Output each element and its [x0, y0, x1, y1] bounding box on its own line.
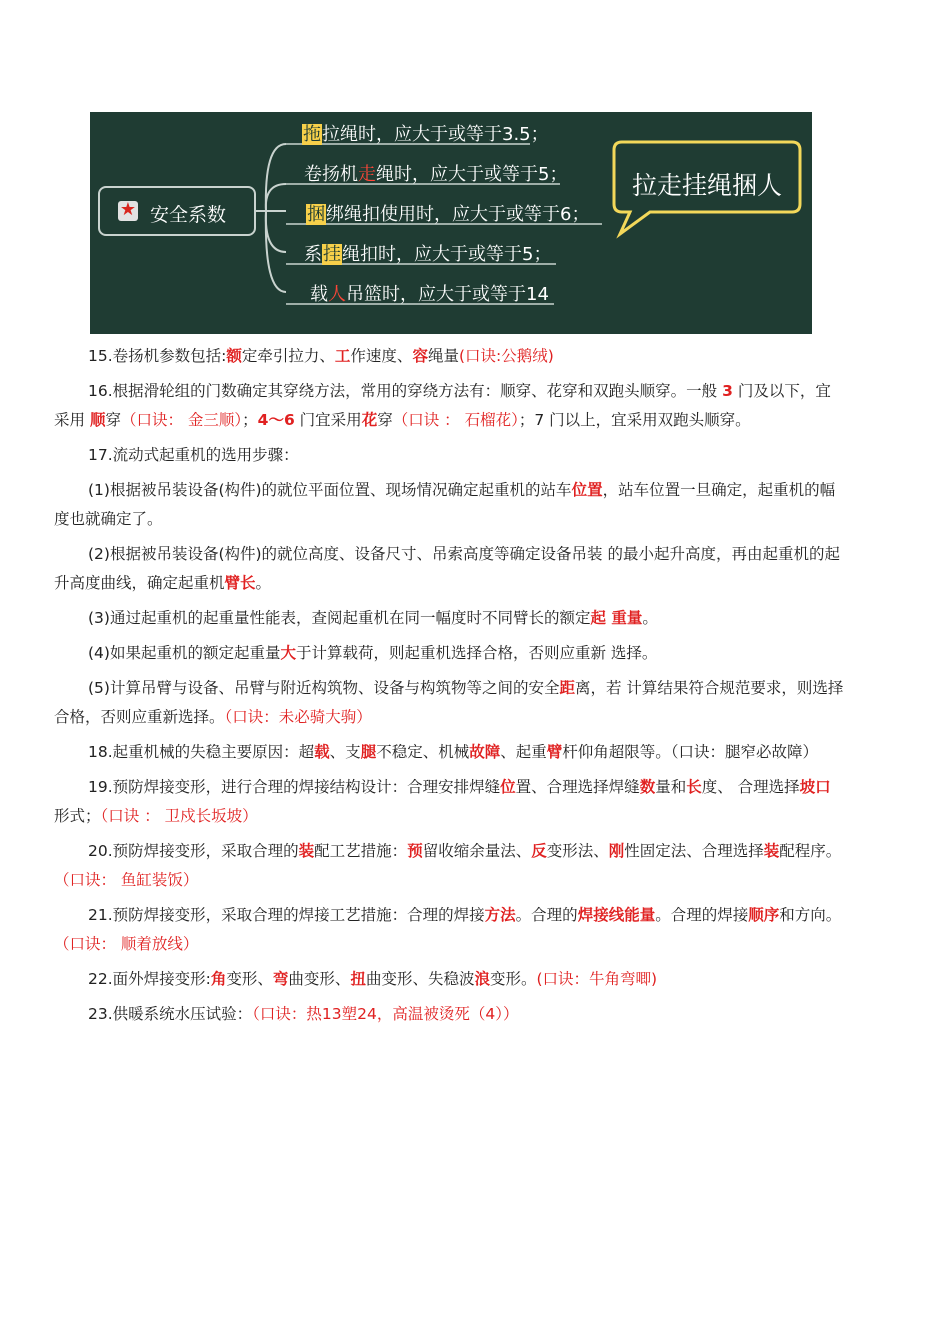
highlight-text: （口诀：未必骑大驹） — [224, 708, 372, 726]
branch-4: 系挂绳扣时，应大于或等于5； — [304, 244, 552, 265]
paragraph-text: 变形。 — [489, 970, 537, 988]
highlight-text: 数 — [639, 778, 656, 796]
paragraph-text: 配程序。 — [779, 842, 842, 860]
root-label: 安全系数 — [150, 204, 227, 226]
paragraph-text: 、支 — [329, 743, 361, 761]
paragraph-9 — [54, 738, 844, 767]
highlight-text: 刚 — [608, 842, 625, 860]
paragraph-text: 绳量 — [427, 347, 459, 365]
paragraph-text: 杆仰角超限等。（口诀：腿窄必故障） — [562, 743, 819, 761]
paragraph-text: (4)如果起重机的额定起重量 — [88, 644, 281, 662]
paragraph-text: (2)根据被吊装设备(构件)的就位高度、设备尺寸、吊索高度等确定设备吊装 的最小起升高度，再由起重机的起升高度曲线，确定起重机 — [54, 545, 840, 592]
paragraph-text: 作速度、 — [350, 347, 413, 365]
paragraph-2 — [54, 377, 844, 435]
highlight-text: （口诀 ： 石榴花） — [392, 411, 519, 429]
highlight-text: 载 — [314, 743, 330, 761]
paragraph-text: 性固定法、合理选择 — [624, 842, 764, 860]
star-icon: ★ — [119, 199, 137, 220]
paragraph-13 — [54, 965, 844, 994]
highlight-text: （口诀： 顺着放线） — [54, 935, 199, 953]
highlight-text: （口诀： 金三顺） — [120, 411, 243, 429]
mindmap-image — [90, 112, 812, 334]
paragraph-text: ；7 门以上，宜采用双跑头顺穿。 — [518, 411, 751, 429]
highlight-text: 臂长 — [224, 574, 256, 592]
paragraph-8 — [54, 674, 844, 732]
paragraph-text: ，站车位置一旦确定，起重机的幅度也就确定了。 — [54, 481, 836, 528]
paragraph-11 — [54, 837, 844, 895]
paragraph-text: 。 — [255, 574, 272, 592]
paragraph-5 — [54, 540, 844, 598]
paragraph-text: 离，若 计算结果符合规范要求，则选择合格，否则应重新选择。 — [54, 679, 844, 726]
branch-2: 卷扬机走绳时，应大于或等于5； — [304, 164, 568, 185]
highlight-text: 焊接线能量 — [577, 906, 656, 924]
highlight-text: 4～6 — [257, 411, 295, 429]
paragraph-text: 配工艺措施： — [314, 842, 408, 860]
highlight-text: 3 — [722, 382, 733, 400]
highlight-text: 臂 — [546, 743, 563, 761]
paragraph-text: 16.根据滑轮组的门数确定其穿绕方法，常用的穿绕方法有：顺穿、花穿和双跑头顺穿。一般 — [88, 382, 723, 400]
paragraph-text: 变形、 — [226, 970, 273, 988]
highlight-text: 工 — [334, 347, 351, 365]
paragraph-text: 21.预防焊接变形，采取合理的焊接工艺措施：合理的焊接 — [88, 906, 485, 924]
paragraph-14 — [54, 1000, 844, 1029]
paragraph-4 — [54, 476, 844, 534]
paragraph-text: (1)根据被吊装设备(构件)的就位平面位置、现场情况确定起重机的站车 — [88, 481, 572, 499]
paragraph-text: 。合理的焊接 — [655, 906, 749, 924]
paragraph-text: 门宜采用 — [294, 411, 362, 429]
paragraph-text: 17.流动式起重机的选用步骤： — [88, 446, 299, 464]
document-body — [54, 342, 844, 1035]
highlight-text: 起 重量 — [590, 609, 643, 627]
highlight-text: 距 — [559, 679, 575, 697]
paragraph-text: 变形法、 — [546, 842, 609, 860]
highlight-text: 顺序 — [748, 906, 780, 924]
paragraph-text: 曲变形、 — [288, 970, 351, 988]
highlight-text: 大 — [280, 644, 296, 662]
highlight-text: 容 — [412, 347, 428, 365]
highlight-text: 装 — [763, 842, 780, 860]
paragraph-12 — [54, 901, 844, 959]
highlight-text: 角 — [210, 970, 227, 988]
branch-5: 载人吊篮时，应大于或等于14 — [310, 284, 549, 305]
paragraph-text: 穿 — [105, 411, 121, 429]
highlight-text: 故障 — [469, 743, 501, 761]
highlight-text: 位置 — [571, 481, 603, 499]
paragraph-1 — [54, 342, 844, 371]
mindmap-root — [98, 186, 256, 236]
paragraph-text: 。 — [642, 609, 658, 627]
paragraph-text: (3)通过起重机的起重量性能表，查阅起重机在同一幅度时不同臂长的额定 — [88, 609, 591, 627]
paragraph-text: (5)计算吊臂与设备、吊臂与附近构筑物、设备与构筑物等之间的安全 — [88, 679, 560, 697]
paragraph-text: 留收缩余量法、 — [422, 842, 532, 860]
paragraph-text: 曲变形、失稳波 — [365, 970, 475, 988]
paragraph-text: 20.预防焊接变形，采取合理的 — [88, 842, 299, 860]
paragraph-text: 19.预防焊接变形，进行合理的焊接结构设计：合理安排焊缝 — [88, 778, 501, 796]
highlight-text: 装 — [298, 842, 315, 860]
highlight-text: （口诀：热13塑24，高温被烫死（4）） — [252, 1005, 519, 1023]
paragraph-text: 置、合理选择焊缝 — [515, 778, 640, 796]
highlight-text: （口诀 ： 卫戍长坂坡） — [100, 807, 258, 825]
bubble-text: 拉走挂绳捆人 — [631, 171, 782, 200]
highlight-text: 坡口 — [799, 778, 831, 796]
paragraph-text: 于计算载荷，则起重机选择合格，否则应重新 选择。 — [295, 644, 658, 662]
highlight-text: (口诀:公鹅绒) — [458, 347, 554, 365]
branch-3: 捆绑绳扣使用时，应大于或等于6； — [307, 204, 590, 225]
highlight-text: 位 — [500, 778, 516, 796]
paragraph-text: 。合理的 — [515, 906, 578, 924]
paragraph-text: 定牵引拉力、 — [241, 347, 335, 365]
paragraph-3 — [54, 441, 844, 470]
highlight-text: 方法 — [484, 906, 516, 924]
highlight-text: 长 — [686, 778, 702, 796]
paragraph-text: 、起重 — [500, 743, 547, 761]
highlight-text: (口诀：牛角弯唧) — [536, 970, 658, 988]
paragraph-text: 22.面外焊接变形: — [88, 970, 211, 988]
highlight-text: 额 — [226, 347, 242, 365]
paragraph-text: 15.卷扬机参数包括: — [88, 347, 227, 365]
highlight-text: 反 — [531, 842, 547, 860]
paragraph-6 — [54, 604, 844, 633]
highlight-text: 花 — [361, 411, 378, 429]
highlight-text: 浪 — [474, 970, 490, 988]
highlight-text: （口诀： 鱼缸装饭） — [54, 871, 199, 889]
paragraph-text: 门及以下，宜采用 — [54, 382, 831, 429]
highlight-text: 弯 — [272, 970, 289, 988]
paragraph-text: 量和 — [655, 778, 687, 796]
paragraph-text: 23.供暖系统水压试验： — [88, 1005, 253, 1023]
paragraph-10 — [54, 773, 844, 831]
highlight-text: 扭 — [350, 970, 366, 988]
highlight-text: 顺 — [89, 411, 106, 429]
paragraph-text: 穿 — [377, 411, 393, 429]
paragraph-text: 度、 合理选择 — [701, 778, 800, 796]
paragraph-text: 和方向。 — [779, 906, 842, 924]
paragraph-7 — [54, 639, 844, 668]
paragraph-text: ； — [242, 411, 258, 429]
paragraph-text: 18.起重机械的失稳主要原因：超 — [88, 743, 315, 761]
highlight-text: 预 — [407, 842, 423, 860]
paragraph-text: 形式； — [54, 807, 101, 825]
branch-1: 拖拉绳时，应大于或等于3.5； — [303, 124, 549, 145]
highlight-text: 腿 — [360, 743, 377, 761]
paragraph-text: 不稳定、机械 — [376, 743, 470, 761]
